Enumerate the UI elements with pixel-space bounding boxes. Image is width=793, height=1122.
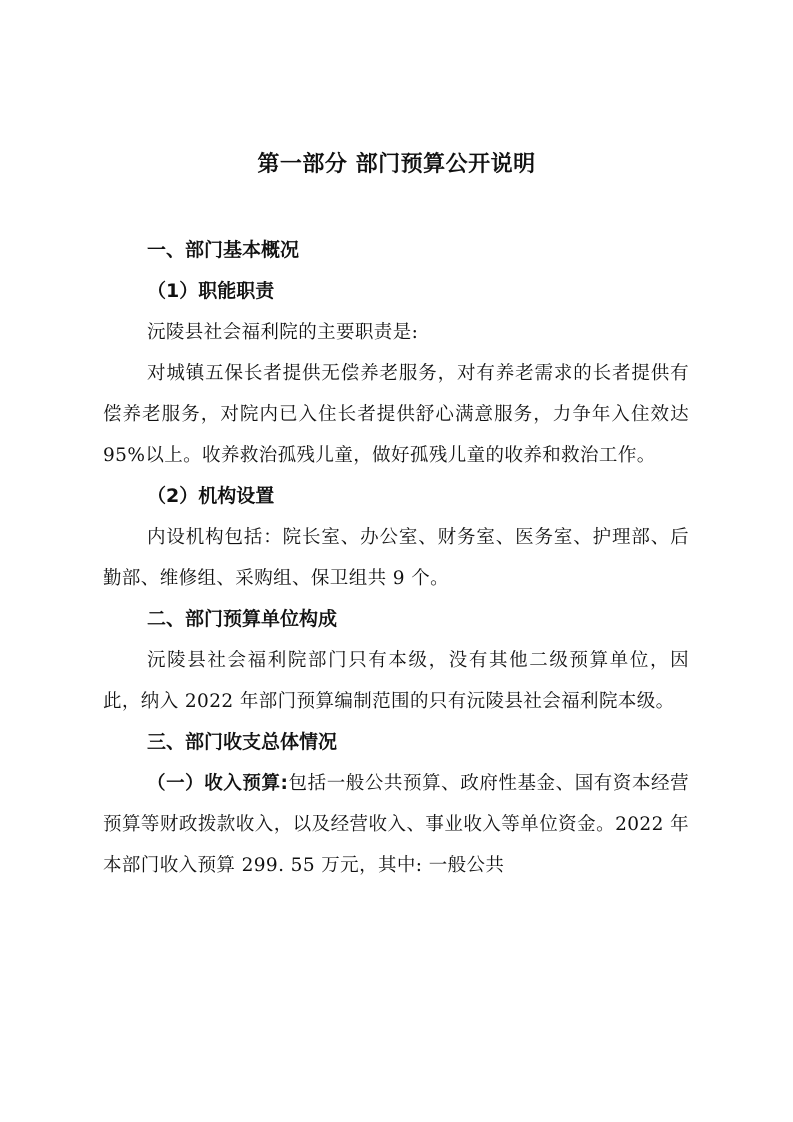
duties-intro-paragraph: 沅陵县社会福利院的主要职责是:	[147, 322, 419, 343]
section-1-subheading-structure: （2）机构设置	[147, 485, 275, 507]
document-body	[103, 230, 689, 886]
budget-units-paragraph: 沅陵县社会福利院部门只有本级，没有其他二级预算单位，因此，纳入 2022 年部门预算编制范围的只有沅陵县社会福利院本级。	[103, 650, 689, 712]
section-1-heading: 一、部门基本概况	[147, 239, 300, 261]
section-2-heading: 二、部门预算单位构成	[147, 608, 338, 630]
section-1-subheading-duties: （1）职能职责	[147, 280, 275, 302]
structure-paragraph: 内设机构包括：院长室、办公室、财务室、医务室、护理部、后勤部、维修组、采购组、保卫组共 9 个。	[103, 527, 689, 589]
income-budget-paragraph	[103, 763, 689, 886]
income-budget-label: （一）收入预算:	[147, 773, 289, 794]
income-budget-text: 包括一般公共预算、政府性基金、国有资本经营预算等财政拨款收入，以及经营收入、事业收入等单位资金。2022 年本部门收入预算 299. 55 万元，其中: 一般公共	[103, 773, 689, 876]
section-3-heading: 三、部门收支总体情况	[147, 731, 338, 753]
page-title: 第一部分 部门预算公开说明	[257, 152, 536, 177]
duties-detail-paragraph: 对城镇五保长者提供无偿养老服务，对有养老需求的长者提供有偿养老服务，对院内已入住长者提供舒心满意服务，力争年入住效达 95%以上。收养救治孤残儿童，做好孤残儿童的收养和救治工作。	[103, 363, 689, 466]
